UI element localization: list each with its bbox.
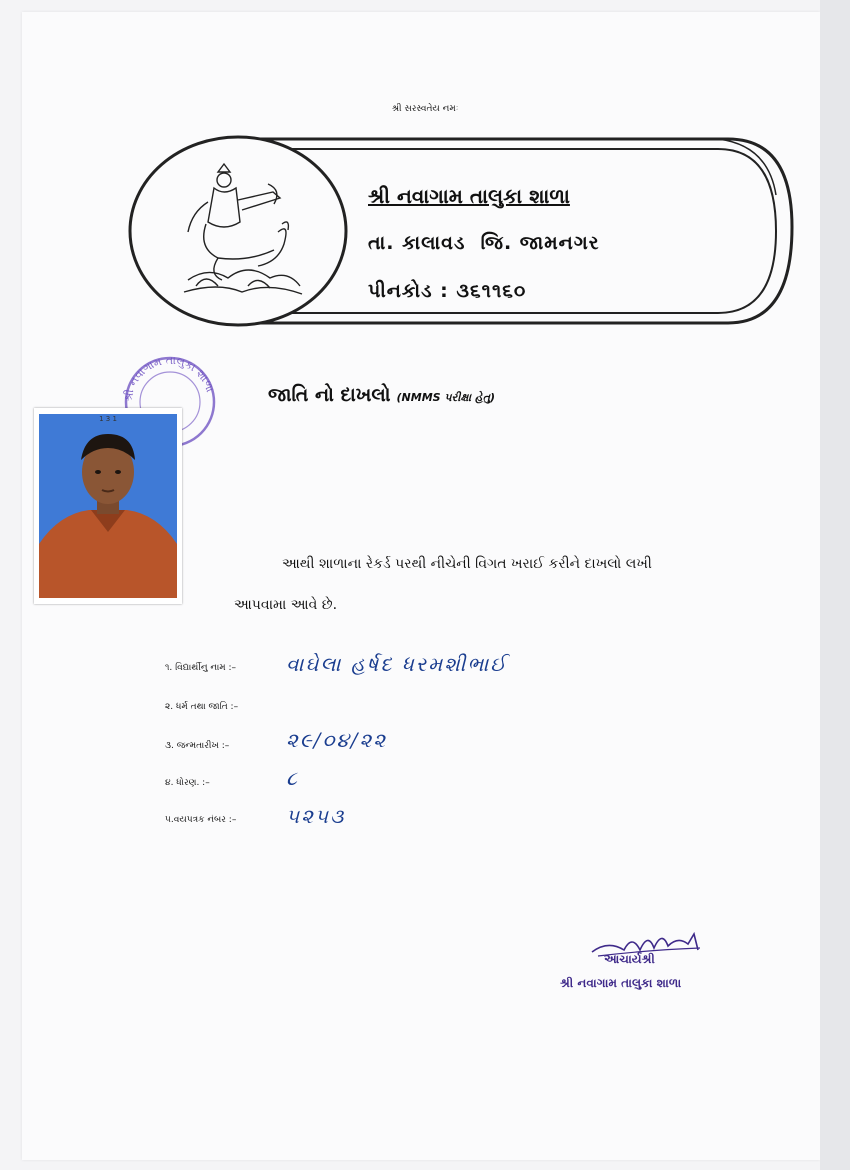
intro-line-1: આથી શાળાના રેકર્ડ પરથી નીચેની વિગત ખરાઈ કરીને દાખલો લખી [282,556,652,572]
field-label-register-number: ૫.વયપત્રક નંબર :– [165,815,237,825]
svg-text:શ્રી નવાગામ તાલુકા શાળા [122,354,217,403]
student-photo-frame [34,408,182,604]
certificate-title-text: જાતિ નો દાખલો [268,384,391,406]
certificate-title [268,384,495,406]
seal-text: શ્રી નવાગામ તાલુકા શાળા [121,353,217,403]
student-photo [39,414,177,598]
signatory-title: આચાર્યશ્રી [604,952,655,966]
school-pincode: પીનકોડ : ૩૬૧૧૬૦ [368,280,527,302]
field-label-standard: ૪. ધોરણ. :– [165,778,210,788]
field-label-birthdate: ૩. જન્મતારીખ :– [165,741,230,751]
school-name: શ્રી નવાગામ તાલુકા શાળા [368,184,570,208]
intro-line-2: આપવામા આવે છે. [234,597,338,613]
photo-number: 1 3 1 [99,415,117,423]
signatory-school: શ્રી નવાગામ તાલુકા શાળા [560,976,682,990]
field-value-standard: ૮ [286,766,299,790]
scan-edge [820,0,850,1170]
field-value-birthdate: ૨૯/૦૪/૨૨ [286,728,387,752]
school-address: તા. કાલાવડ જિ. જામનગર [368,232,600,254]
field-label-religion-caste: ૨. ધર્મ તથા જાતિ :– [165,702,239,712]
invocation-text: શ્રી સરસ્વતેય નમઃ [391,104,459,114]
certificate-title-note: (NMMS પરીક્ષા હેતુ) [396,391,496,404]
field-value-register-number: ૫૨૫૩ [286,804,346,828]
field-value-student-name: વાઘેલા હર્ષદ ધરમશીભાઈ [286,652,508,676]
saraswati-illustration [178,162,308,302]
field-label-student-name: ૧. વિદ્યાર્થીનુ નામ :– [165,663,237,673]
